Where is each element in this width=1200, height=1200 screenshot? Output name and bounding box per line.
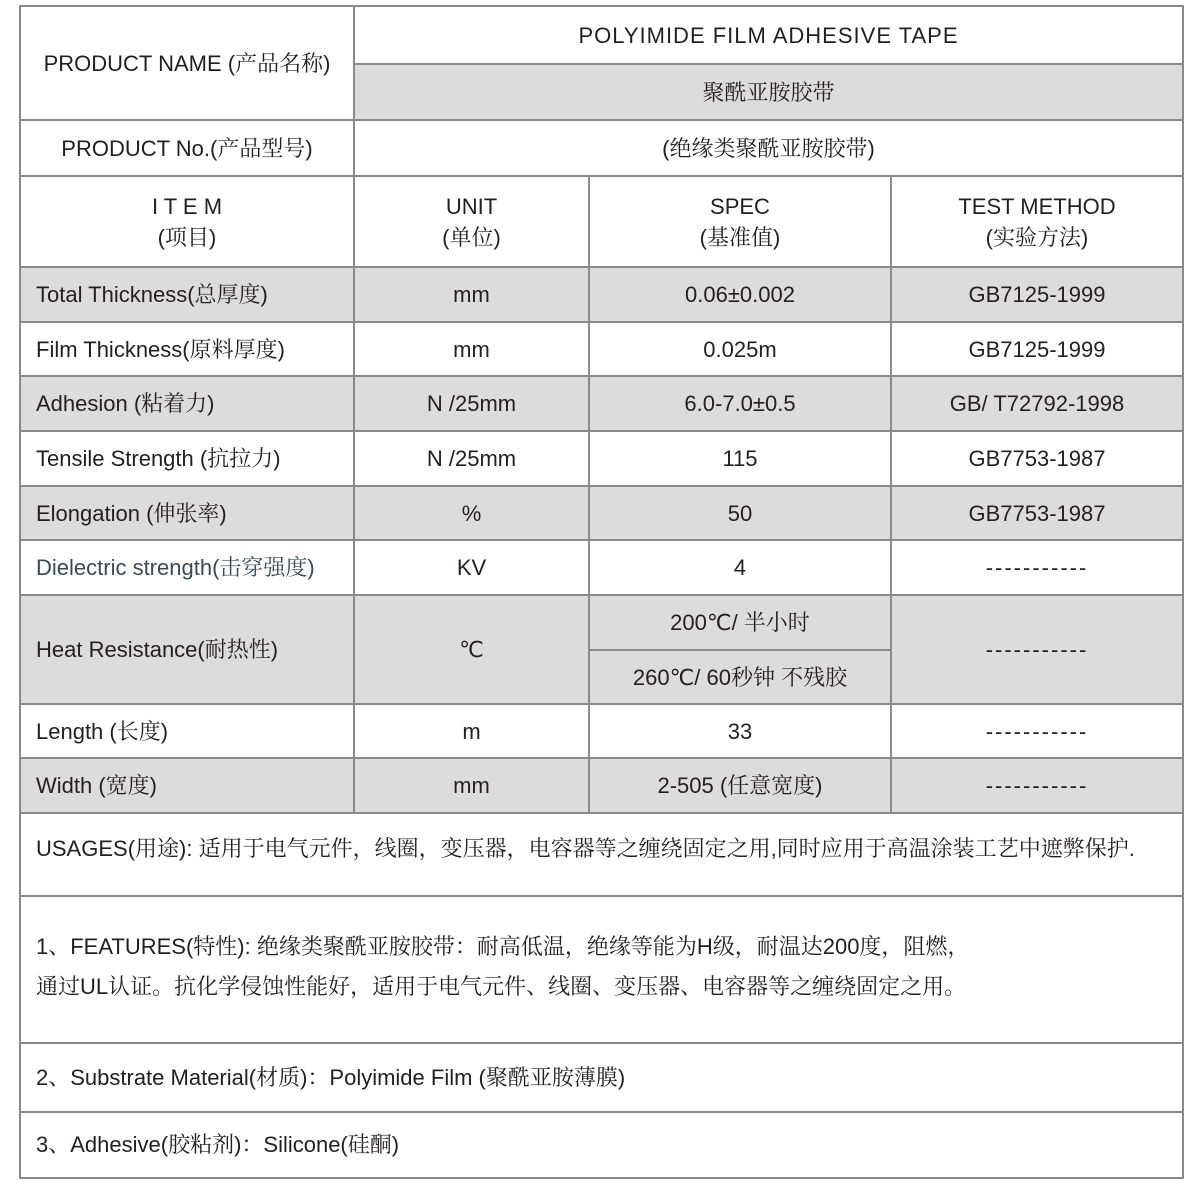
row-tensile-strength-unit: N /25mm [353,430,588,485]
row-length-item: Length (长度) [21,703,353,757]
row-elongation-unit: % [353,485,588,539]
row-width-item: Width (宽度) [21,757,353,812]
row-dielectric-strength-spec: 4 [588,539,890,594]
row-film-thickness-unit: mm [353,321,588,375]
header-method-en: TEST METHOD [958,193,1116,219]
features-note [21,895,1182,1042]
row-heat-resistance-spec-1: 200℃/ 半小时 [588,594,890,649]
row-film-thickness-method: GB7125-1999 [890,321,1182,375]
row-width-unit: mm [353,757,588,812]
usages-note: USAGES(用途): 适用于电气元件，线圈，变压器，电容器等之缠绕固定之用,同时应用于高温涂装工艺中遮弊保护. [21,812,1182,895]
product-number-label: PRODUCT No.(产品型号) [21,119,353,175]
row-adhesion-item: Adhesion (粘着力) [21,375,353,430]
features-line-2: 通过UL认证。抗化学侵蚀性能好，适用于电气元件、线圈、变压器、电容器等之缠绕固定之用。 [36,974,967,999]
header-spec-cn: (基准值) [699,224,781,250]
row-heat-resistance-method: ----------- [890,594,1182,703]
row-elongation-method: GB7753-1987 [890,485,1182,539]
row-elongation-spec: 50 [588,485,890,539]
row-total-thickness-method: GB7125-1999 [890,266,1182,321]
header-unit [353,175,588,266]
row-heat-resistance-unit: ℃ [353,594,588,703]
row-total-thickness-item: Total Thickness(总厚度) [21,266,353,321]
row-tensile-strength-item: Tensile Strength (抗拉力) [21,430,353,485]
row-adhesion-method: GB/ T72792-1998 [890,375,1182,430]
header-item-cn: (项目) [157,224,217,250]
row-adhesion-unit: N /25mm [353,375,588,430]
product-name-label: PRODUCT NAME (产品名称) [43,50,331,76]
row-length-unit: m [353,703,588,757]
row-heat-resistance-item: Heat Resistance(耐热性) [21,594,353,703]
row-total-thickness-unit: mm [353,266,588,321]
row-film-thickness-item: Film Thickness(原料厚度) [21,321,353,375]
header-item-en: I T E M [151,193,223,219]
row-total-thickness-spec: 0.06±0.002 [588,266,890,321]
row-tensile-strength-method: GB7753-1987 [890,430,1182,485]
substrate-note: 2、Substrate Material(材质)：Polyimide Film (聚酰亚胺薄膜) [21,1042,1182,1111]
row-dielectric-strength-item: Dielectric strength(击穿强度) [21,539,353,594]
adhesive-note: 3、Adhesive(胶粘剂)：Silicone(硅酮) [21,1111,1182,1177]
row-length-method: ----------- [890,703,1182,757]
header-unit-cn: (单位) [442,224,501,250]
header-spec-en: SPEC [710,193,770,219]
header-item [21,175,353,266]
row-length-spec: 33 [588,703,890,757]
row-heat-resistance-spec-2: 260℃/ 60秒钟 不残胶 [588,649,890,703]
header-spec [588,175,890,266]
row-adhesion-spec: 6.0-7.0±0.5 [588,375,890,430]
row-width-spec: 2-505 (任意宽度) [588,757,890,812]
spec-sheet [19,5,1184,1179]
header-method-cn: (实验方法) [985,224,1089,250]
header-method [890,175,1182,266]
features-line-1: 1、FEATURES(特性): 绝缘类聚酰亚胺胶带：耐高低温，绝缘等能为H级，耐温达200度，阻燃， [36,934,970,959]
row-width-method: ----------- [890,757,1182,812]
row-tensile-strength-spec: 115 [588,430,890,485]
header-unit-en: UNIT [445,193,498,219]
row-film-thickness-spec: 0.025m [588,321,890,375]
product-name-en: POLYIMIDE FILM ADHESIVE TAPE [353,7,1182,63]
row-dielectric-strength-method: ----------- [890,539,1182,594]
row-dielectric-strength-unit: KV [353,539,588,594]
row-elongation-item: Elongation (伸张率) [21,485,353,539]
product-name-cn: 聚酰亚胺胶带 [353,63,1182,119]
product-number-value: (绝缘类聚酰亚胺胶带) [353,119,1182,175]
